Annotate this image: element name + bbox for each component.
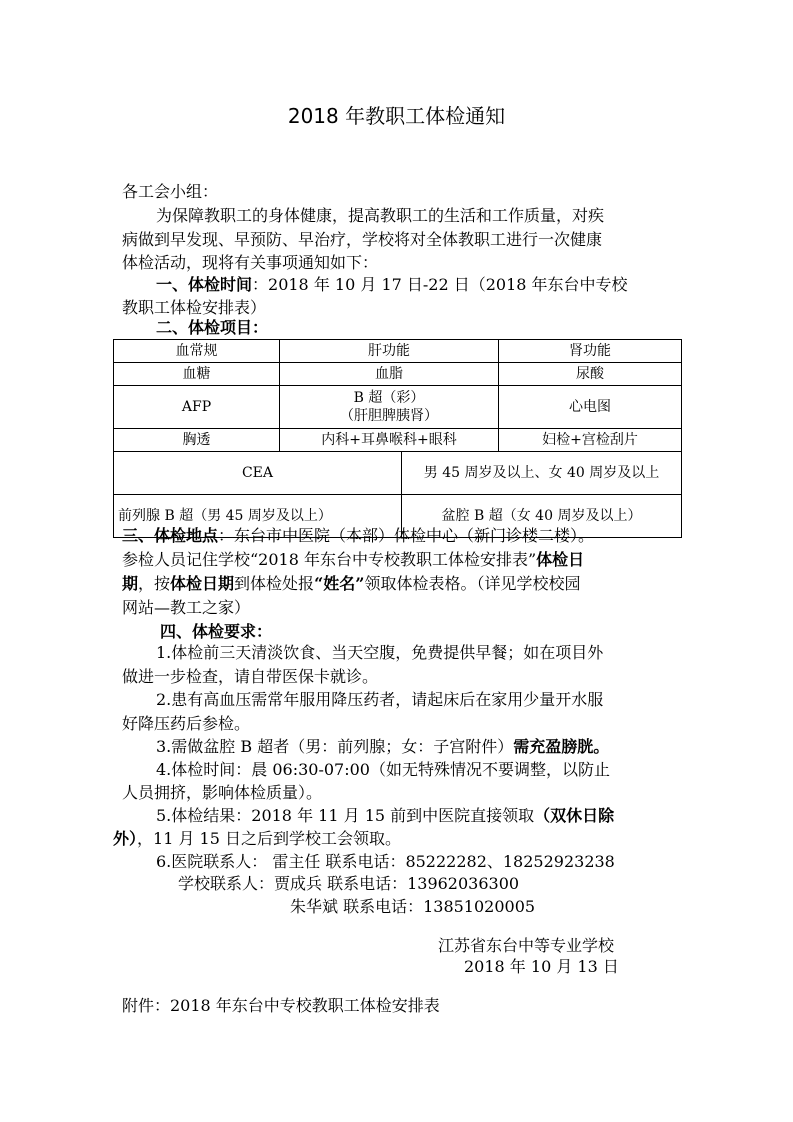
req-5-line-1: 5.体检结果：2018 年 11 月 15 前到中医院直接领取（双休日除 <box>156 806 615 825</box>
signature-org: 江苏省东台中等专业学校 <box>438 936 615 955</box>
intro-line-1: 为保障教职工的身体健康，提高教职工的生活和工作质量，对疾 <box>156 206 605 225</box>
table-cell: AFP <box>114 386 280 429</box>
table-row <box>114 386 682 429</box>
section1-line-2: 教职工体检安排表） <box>122 298 267 317</box>
table-cell: B 超（彩） （肝胆脾胰肾） <box>280 386 499 429</box>
section3-line-2: 参检人员记住学校“2018 年东台中专校教职工体检安排表”体检日 <box>122 550 585 569</box>
table-cell: 男 45 周岁及以上、女 40 周岁及以上 <box>402 452 682 495</box>
section1-label: 一、体检时间 <box>156 275 253 294</box>
table-cell: 血糖 <box>114 363 280 386</box>
intro-line-2: 病做到早发现、早预防、早治疗，学校将对全体教职工进行一次健康 <box>122 230 603 249</box>
table-cell: 胸透 <box>114 429 280 452</box>
req-2-line-2: 好降压药后参检。 <box>122 714 251 733</box>
req-4-line-2: 人员拥挤，影响体检质量）。 <box>122 783 323 802</box>
table-cell: 血常规 <box>114 340 280 363</box>
signature-date: 2018 年 10 月 13 日 <box>464 957 619 976</box>
section3-line-4: 网站—教工之家） <box>122 598 251 617</box>
req-5-line-2: 外），11 月 15 日之后到学校工会领取。 <box>113 829 401 848</box>
table-row <box>114 340 682 363</box>
table-row <box>114 452 682 495</box>
req-6-hospital-contact: 6.医院联系人： 雷主任 联系电话：85222282、18252923238 <box>156 852 615 871</box>
section2-heading: 二、体检项目： <box>156 318 269 337</box>
req-1-line-2: 做进一步检查，请自带医保卡就诊。 <box>122 667 379 686</box>
req-2-line-1: 2.患有高血压需常年服用降压药者，请起床后在家用少量开水服 <box>156 690 604 709</box>
table-row <box>114 363 682 386</box>
table-cell: 肝功能 <box>280 340 499 363</box>
table-cell: 内科+耳鼻喉科+眼科 <box>280 429 499 452</box>
table-cell: 血脂 <box>280 363 499 386</box>
section1-line-1 <box>156 274 628 296</box>
page-title: 2018 年教职工体检通知 <box>287 104 506 128</box>
table-row <box>114 429 682 452</box>
exam-items-table <box>113 339 682 538</box>
table-cell: 前列腺 B 超（男 45 周岁及以上） <box>114 495 402 538</box>
table-cell: CEA <box>114 452 402 495</box>
attachment-note: 附件：2018 年东台中专校教职工体检安排表 <box>122 996 440 1015</box>
req-6-school-contact-2: 朱华斌 联系电话：13851020005 <box>290 897 536 916</box>
section3-line-1: 三、体检地点：东台市中医院（本部）体检中心（新门诊楼二楼）。 <box>122 526 595 545</box>
table-cell: 妇检+宫检刮片 <box>499 429 682 452</box>
table-cell: 肾功能 <box>499 340 682 363</box>
req-6-school-contact: 学校联系人：贾成兵 联系电话：13962036300 <box>178 874 520 893</box>
req-1-line-1: 1.体检前三天清淡饮食、当天空腹，免费提供早餐；如在项目外 <box>156 643 604 662</box>
section4-heading: 四、体检要求： <box>160 622 273 641</box>
req-3: 3.需做盆腔 B 超者（男：前列腺；女：子宫附件）需充盈膀胱。 <box>156 737 610 756</box>
req-4-line-1: 4.体检时间：晨 06:30-07:00（如无特殊情况不要调整，以防止 <box>156 760 610 779</box>
table-cell: 心电图 <box>499 386 682 429</box>
section3-line-3: 期，按体检日期到体检处报“姓名”领取体检表格。（详见学校校园 <box>122 574 581 593</box>
greeting: 各工会小组： <box>122 182 219 201</box>
section1-text: ：2018 年 10 月 17 日-22 日（2018 年东台中专校 <box>252 275 628 294</box>
table-cell: 尿酸 <box>499 363 682 386</box>
table-cell: 盆腔 B 超（女 40 周岁及以上） <box>402 495 682 538</box>
intro-line-3: 体检活动，现将有关事项通知如下： <box>122 253 379 272</box>
